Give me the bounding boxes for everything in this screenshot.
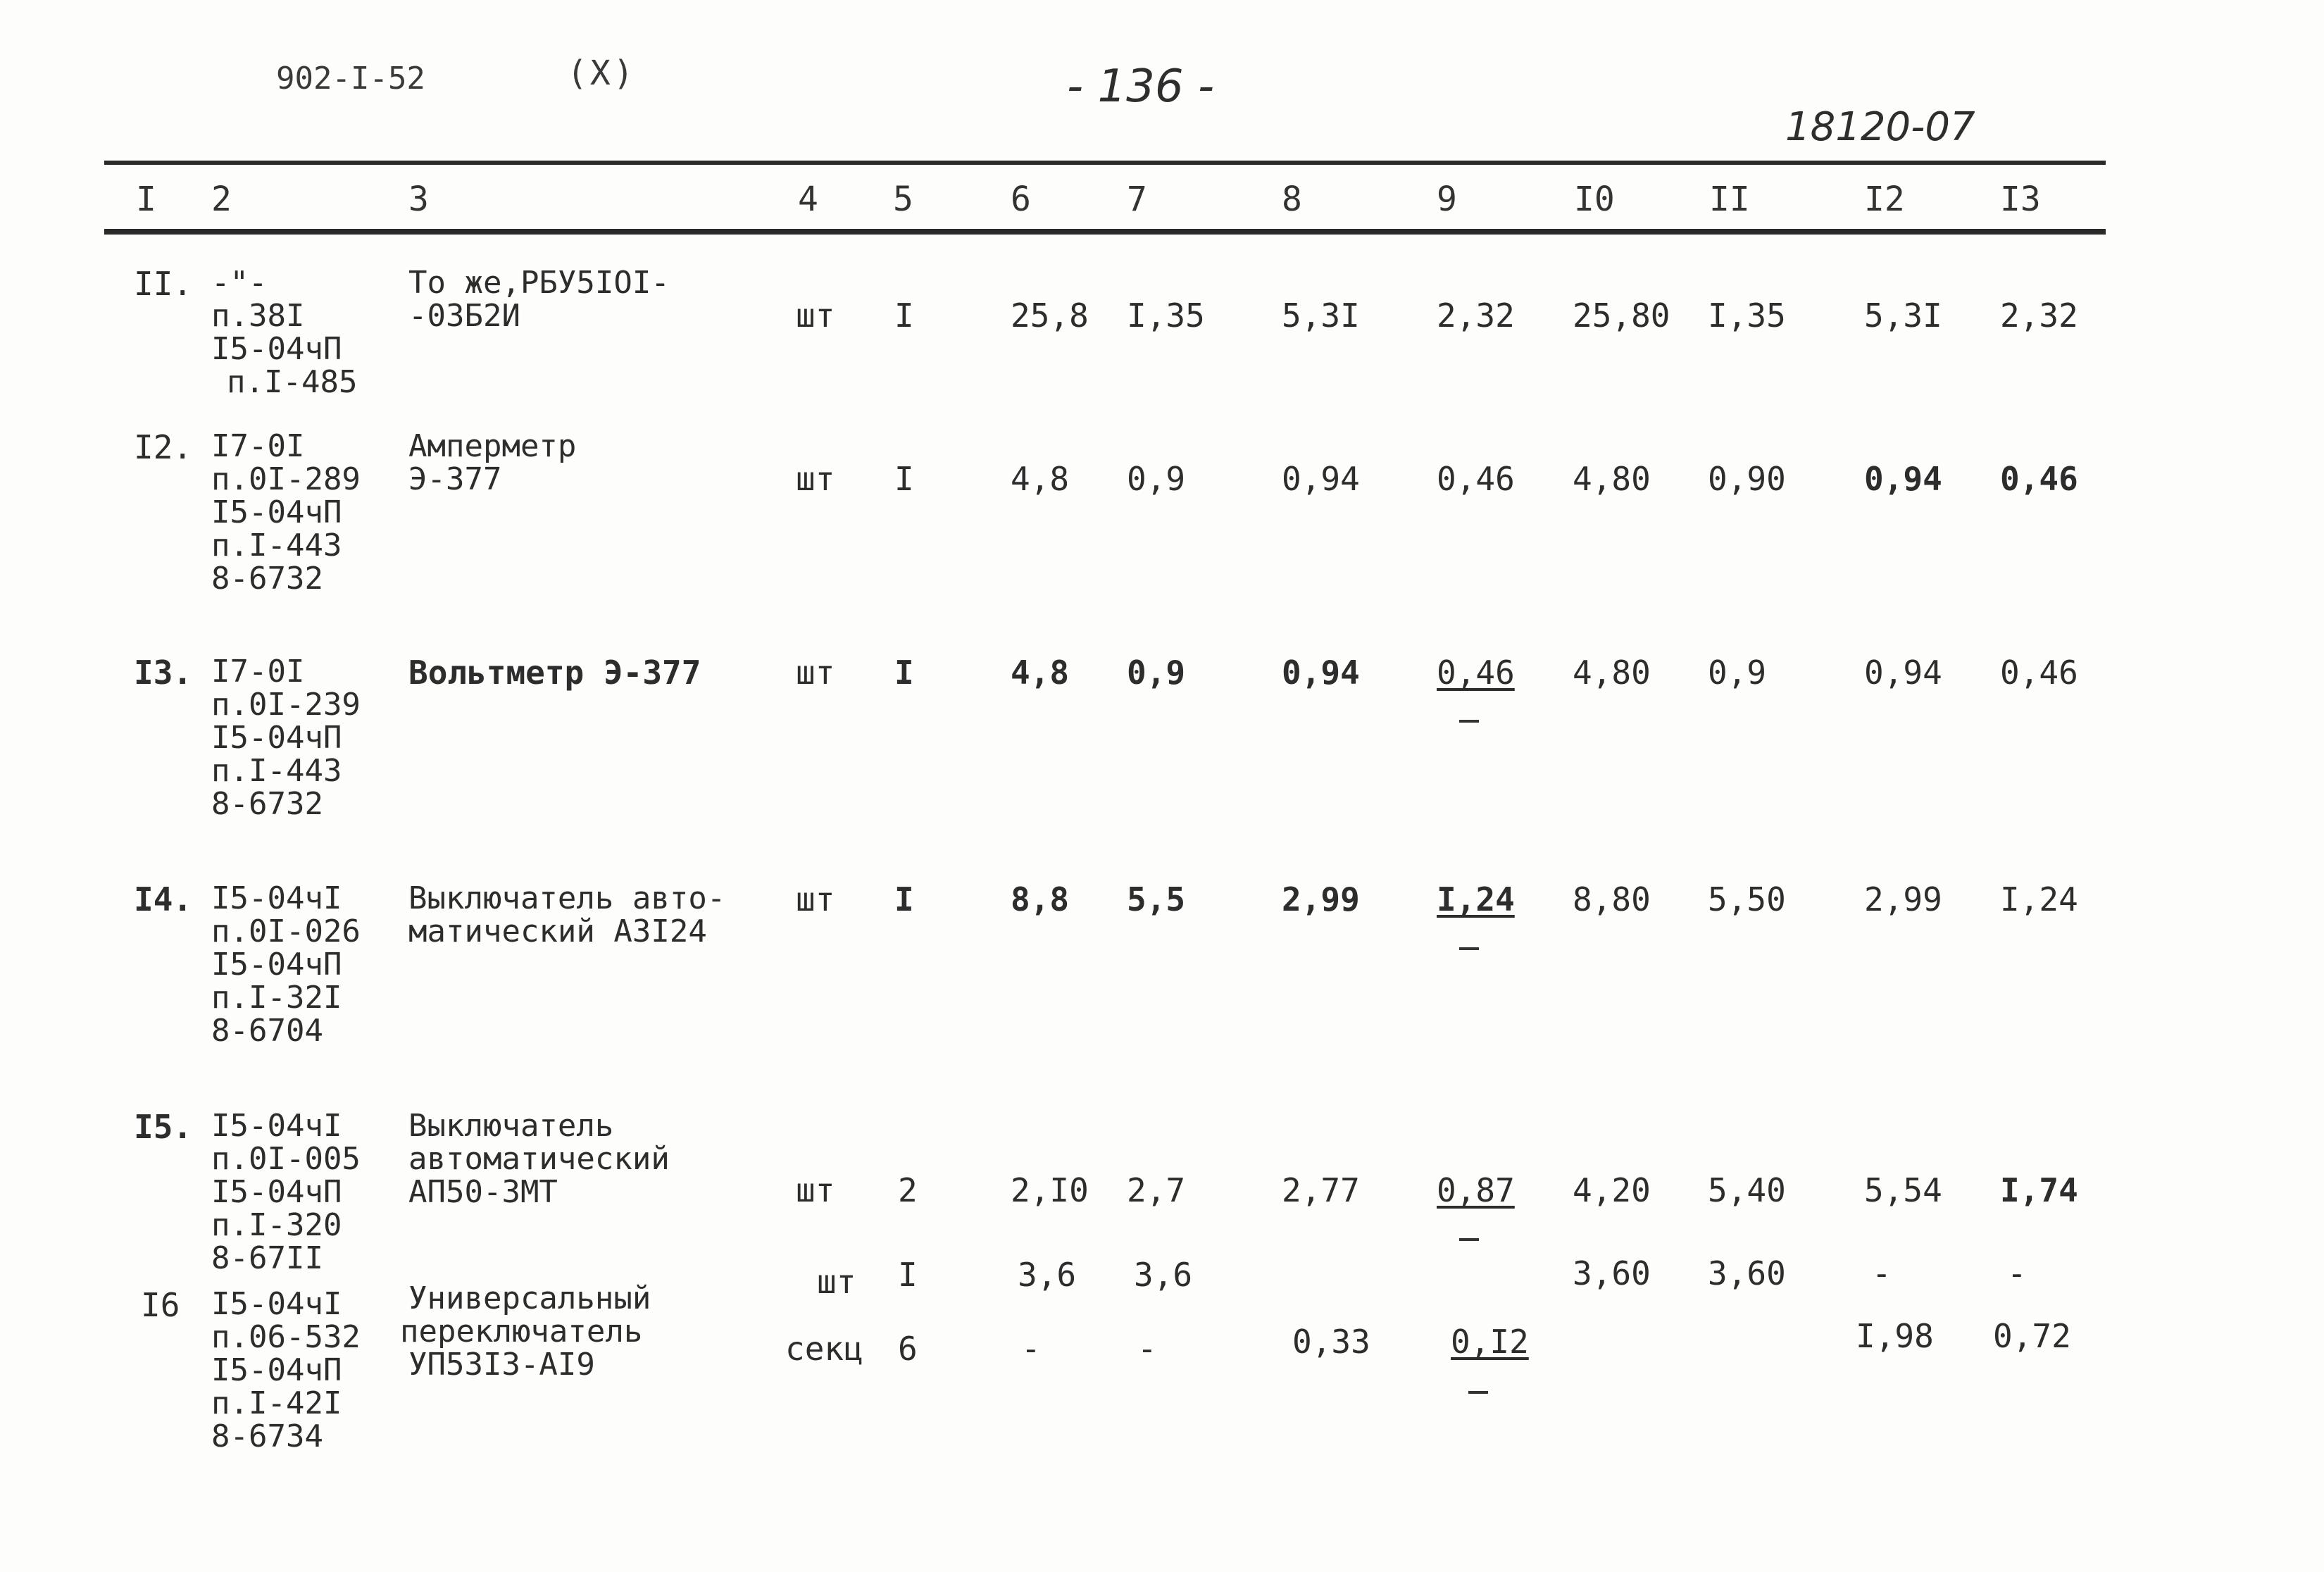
col12-cell: 2,99 xyxy=(1864,880,1942,918)
unit-cell: секц xyxy=(785,1330,863,1368)
col6-cell: 25,8 xyxy=(1011,297,1089,335)
reference-line: п.I-443 xyxy=(211,753,342,789)
reference-line: I5-04чП xyxy=(211,494,342,530)
col8-cell: 2,77 xyxy=(1282,1171,1360,1209)
col7-cell: - xyxy=(1137,1330,1157,1368)
page-number: - 136 - xyxy=(1067,61,1215,113)
col6-cell: 4,8 xyxy=(1011,654,1070,692)
row-number: I5. xyxy=(134,1108,193,1146)
reference-list xyxy=(211,266,357,399)
reference-line: I5-04чП xyxy=(211,1174,342,1210)
table-header-rule xyxy=(104,229,2106,235)
column-number: 3 xyxy=(408,180,429,219)
dash-mark xyxy=(1459,720,1479,723)
unit-cell: шт xyxy=(796,297,835,335)
document-mark: (X) xyxy=(567,54,637,93)
column-number: 6 xyxy=(1011,180,1031,219)
col6-cell: - xyxy=(1021,1330,1041,1368)
reference-line: п.I-42I xyxy=(211,1385,342,1421)
item-name-line: -03Б2И xyxy=(408,298,520,334)
reference-line: I5-04чП xyxy=(211,1352,342,1388)
col12-cell: I,98 xyxy=(1856,1317,1934,1355)
item-name-line: автоматический xyxy=(408,1141,670,1177)
quantity-cell: I xyxy=(894,654,914,692)
reference-list xyxy=(211,1287,361,1453)
col10-cell: 25,80 xyxy=(1573,297,1670,335)
col7-cell: I,35 xyxy=(1127,297,1205,335)
reference-list xyxy=(211,655,361,821)
reference-line: I7-0I xyxy=(211,428,305,464)
col10-cell: 4,80 xyxy=(1573,654,1651,692)
col7-cell: 0,9 xyxy=(1127,654,1186,692)
col11-cell: 5,50 xyxy=(1708,880,1786,918)
row-number: I6 xyxy=(141,1286,180,1324)
item-name-line: переключатель xyxy=(400,1314,643,1349)
item-name xyxy=(408,266,670,332)
item-name-line: Универсальный xyxy=(408,1280,651,1316)
col12-cell: 0,94 xyxy=(1864,460,1942,498)
column-number: 7 xyxy=(1127,180,1147,219)
reference-line: п.0I-026 xyxy=(211,913,361,949)
reference-line: п.0I-005 xyxy=(211,1141,361,1177)
col9-cell: 0,I2 xyxy=(1451,1323,1529,1361)
reference-line: п.06-532 xyxy=(211,1319,361,1355)
row-number: I4. xyxy=(134,880,193,918)
col6-cell: 3,6 xyxy=(1018,1256,1077,1294)
col13-cell: 0,46 xyxy=(2000,654,2078,692)
item-name xyxy=(408,882,725,948)
col13-cell: 0,72 xyxy=(1993,1317,2071,1355)
item-name-line: Э-377 xyxy=(408,461,502,497)
col10-cell: 3,60 xyxy=(1573,1254,1651,1292)
quantity-cell: I xyxy=(898,1256,918,1294)
item-name xyxy=(400,1280,651,1383)
column-number: 8 xyxy=(1282,180,1302,219)
column-number: I0 xyxy=(1574,180,1615,219)
reference-line: I5-04чI xyxy=(211,1108,342,1144)
col9-cell: 0,87 xyxy=(1437,1171,1515,1209)
reference-list xyxy=(211,430,361,595)
col12-cell: 5,54 xyxy=(1864,1171,1942,1209)
dash-mark xyxy=(1459,947,1479,950)
item-name: Вольтметр Э-377 xyxy=(408,654,701,692)
reference-line: п.I-443 xyxy=(211,528,342,563)
column-number: 5 xyxy=(893,180,913,219)
item-name-line: УП53I3-АI9 xyxy=(408,1347,595,1383)
reference-line: I5-04чI xyxy=(211,1286,342,1322)
reference-line: п.I-320 xyxy=(211,1207,342,1243)
col10-cell: 4,80 xyxy=(1573,460,1651,498)
reference-line: I5-04чП xyxy=(211,720,342,756)
col7-cell: 0,9 xyxy=(1127,460,1186,498)
reference-line: п.I-32I xyxy=(211,980,342,1016)
row-number: I3. xyxy=(134,654,193,692)
quantity-cell: I xyxy=(894,880,914,918)
row-number: II. xyxy=(134,265,193,303)
col12-cell: 5,3I xyxy=(1864,297,1942,335)
unit-cell: шт xyxy=(796,654,835,692)
reference-line: -"- xyxy=(211,265,268,301)
reference-line: 8-6732 xyxy=(211,786,323,822)
quantity-cell: I xyxy=(894,460,914,498)
column-number: II xyxy=(1709,180,1750,219)
reference-line: п.0I-239 xyxy=(211,687,361,723)
item-name xyxy=(408,1109,670,1209)
reference-line: п.I-485 xyxy=(227,364,358,400)
item-name-line: Выключатель xyxy=(408,1108,614,1144)
col8-cell: 5,3I xyxy=(1282,297,1360,335)
document-code: 18120-07 xyxy=(1785,104,1975,150)
reference-list xyxy=(211,1109,361,1275)
quantity-cell: I xyxy=(894,297,914,335)
col6-cell: 8,8 xyxy=(1011,880,1070,918)
col13-cell: 2,32 xyxy=(2000,297,2078,335)
unit-cell: шт xyxy=(817,1263,856,1301)
reference-line: п.38I xyxy=(211,298,305,334)
quantity-cell: 2 xyxy=(898,1171,918,1209)
col8-cell: 0,94 xyxy=(1282,460,1360,498)
col8-cell: 0,94 xyxy=(1282,654,1360,692)
col9-cell: 2,32 xyxy=(1437,297,1515,335)
item-name-line: Выключатель авто- xyxy=(408,880,726,916)
document-number: 902-I-52 xyxy=(276,61,425,96)
reference-line: 8-6734 xyxy=(211,1418,323,1454)
dash-mark xyxy=(1468,1391,1488,1394)
col12-cell: 0,94 xyxy=(1864,654,1942,692)
reference-line: 8-67II xyxy=(211,1240,323,1276)
col8-cell: 0,33 xyxy=(1292,1323,1370,1361)
reference-list xyxy=(211,882,361,1047)
row-number: I2. xyxy=(134,428,193,466)
item-name-line: матический АЗI24 xyxy=(408,913,707,949)
item-name xyxy=(408,430,576,496)
unit-cell: шт xyxy=(796,880,835,918)
item-name-line: АП50-3МТ xyxy=(408,1174,558,1210)
col9-cell: I,24 xyxy=(1437,880,1515,918)
col13-cell: I,24 xyxy=(2000,880,2078,918)
column-number: 4 xyxy=(798,180,818,219)
item-name-line: Амперметр xyxy=(408,428,577,464)
col10-cell: 4,20 xyxy=(1573,1171,1651,1209)
item-name-line: То же,РБУ5IOI- xyxy=(408,265,670,301)
table-top-rule xyxy=(104,161,2106,165)
unit-cell: шт xyxy=(796,460,835,498)
col13-cell: - xyxy=(2007,1254,2027,1292)
col6-cell: 2,I0 xyxy=(1011,1171,1089,1209)
quantity-cell: 6 xyxy=(898,1330,918,1368)
reference-line: I5-04чI xyxy=(211,880,342,916)
col13-cell: 0,46 xyxy=(2000,460,2078,498)
col7-cell: 2,7 xyxy=(1127,1171,1186,1209)
col11-cell: 0,9 xyxy=(1708,654,1767,692)
column-number: I3 xyxy=(2000,180,2041,219)
col11-cell: 3,60 xyxy=(1708,1254,1786,1292)
column-number: I xyxy=(136,180,156,219)
reference-line: п.0I-289 xyxy=(211,461,361,497)
col11-cell: I,35 xyxy=(1708,297,1786,335)
reference-line: I7-0I xyxy=(211,654,305,690)
column-number: I2 xyxy=(1864,180,1905,219)
reference-line: I5-04чП xyxy=(211,331,342,367)
col11-cell: 5,40 xyxy=(1708,1171,1786,1209)
col10-cell: 8,80 xyxy=(1573,880,1651,918)
reference-line: 8-6704 xyxy=(211,1013,323,1049)
column-number: 2 xyxy=(211,180,232,219)
col9-cell: 0,46 xyxy=(1437,654,1515,692)
col7-cell: 3,6 xyxy=(1134,1256,1193,1294)
col12-cell: - xyxy=(1872,1254,1892,1292)
col11-cell: 0,90 xyxy=(1708,460,1786,498)
reference-line: 8-6732 xyxy=(211,561,323,597)
col6-cell: 4,8 xyxy=(1011,460,1070,498)
column-number: 9 xyxy=(1437,180,1457,219)
col9-cell: 0,46 xyxy=(1437,460,1515,498)
col13-cell: I,74 xyxy=(2000,1171,2078,1209)
unit-cell: шт xyxy=(796,1171,835,1209)
dash-mark xyxy=(1459,1238,1479,1241)
col7-cell: 5,5 xyxy=(1127,880,1186,918)
col8-cell: 2,99 xyxy=(1282,880,1360,918)
reference-line: I5-04чП xyxy=(211,947,342,982)
